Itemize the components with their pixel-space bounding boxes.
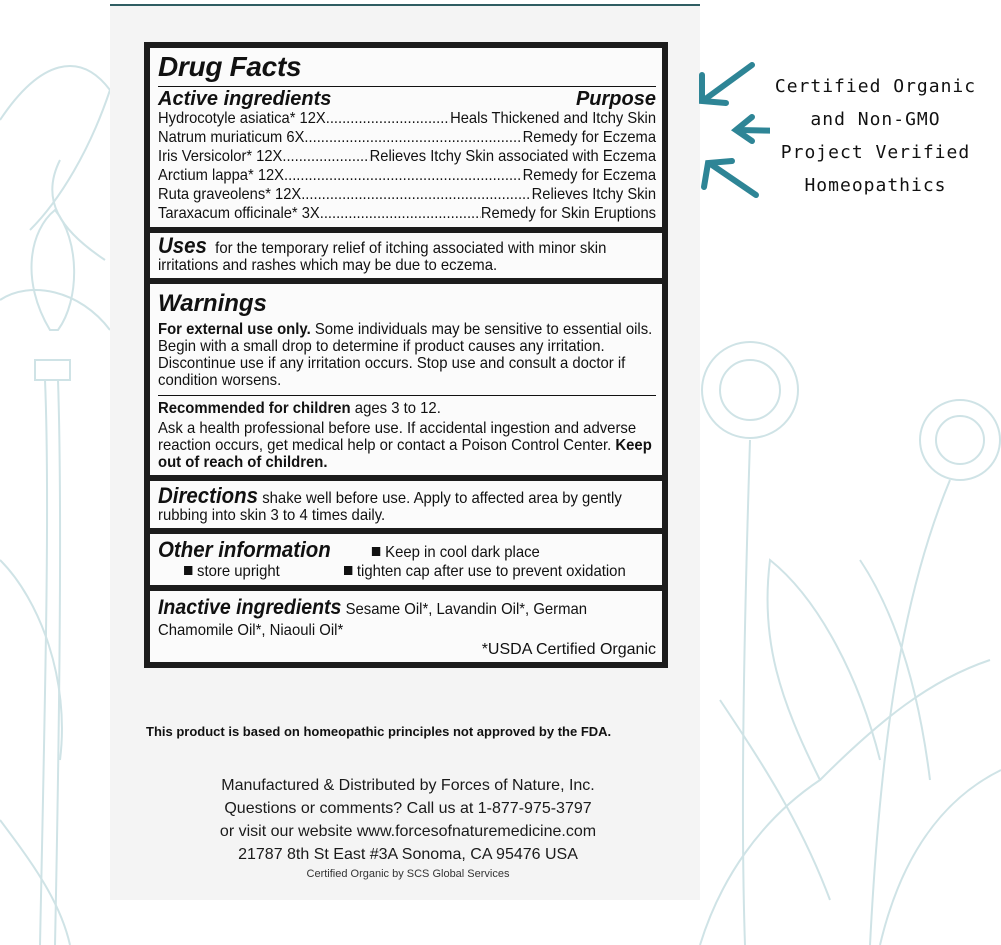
inactive-ingredients-heading: Inactive ingredients (158, 596, 342, 619)
children-text: ages 3 to 12. (354, 400, 441, 417)
divider (158, 86, 656, 87)
callout-line: Homeopathics (804, 175, 947, 196)
fda-disclaimer: This product is based on homeopathic principles not approved by the FDA. (146, 724, 612, 739)
callout-line: and Non-GMO (810, 109, 941, 130)
manufacturer-line: Manufactured & Distributed by Forces of Nature, Inc. (221, 777, 595, 794)
website-line: or visit our website www.forcesofnaturemedicine.com (219, 823, 597, 840)
bullet-square-icon (344, 566, 352, 575)
ingredient-row: Natrum muriaticum 6X ..... Remedy for Eczema (158, 128, 656, 147)
other-info-item: store upright (197, 563, 280, 580)
active-ingredients-heading: Active ingredients (158, 88, 332, 110)
product-label-card (110, 4, 700, 900)
purpose-heading: Purpose (575, 88, 656, 110)
external-use-warning: For external use only. (158, 321, 311, 338)
drug-facts-panel (144, 42, 668, 668)
uses-text: for the temporary relief of itching associated with minor skin irritations and rashes which may be due to eczema. (158, 240, 607, 274)
divider (158, 395, 656, 396)
other-info-item: Keep in cool dark place (385, 544, 540, 561)
directions-text: shake well before use. Apply to affected area by gently rubbing into skin 3 to 4 times daily. (158, 490, 622, 524)
ingredient-row: Taraxacum officinale* 3X ..... Remedy for Skin Eruptions (158, 204, 656, 223)
uses-heading: Uses (158, 233, 207, 258)
callout-line: Project Verified (780, 142, 971, 163)
ingredient-row: Iris Versicolor* 12X ..... Relieves Itchy Skin associated with Eczema (158, 147, 656, 166)
inactive-ingredients-text: Sesame Oil*, Lavandin Oil*, German Chamomile Oil*, Niaouli Oil* (158, 601, 588, 639)
bullet-square-icon (184, 566, 192, 575)
drug-facts-title: Drug Facts (158, 51, 302, 82)
ask-professional-text: Ask a health professional before use. If accidental ingestion and adverse reaction occurs, get medical help or contact a Poison Control Center. (158, 420, 637, 454)
bullet-square-icon (372, 547, 380, 556)
usda-footnote: *USDA Certified Organic (481, 641, 656, 658)
other-information-section (150, 534, 662, 585)
contact-phone-line: Questions or comments? Call us at 1-877-975-3797 (224, 800, 592, 817)
external-use-text: Some individuals may be sensitive to essential oils. Begin with a small drop to determine if product causes any irritation. Discontinue use if any irritation occurs. Stop use and consult a doctor if condition worsens. (158, 321, 653, 389)
keep-out-of-reach-warning: Keep out of reach of children. (158, 437, 652, 471)
directions-heading: Directions (158, 483, 259, 508)
other-info-item: tighten cap after use to prevent oxidation (356, 563, 626, 580)
address-line: 21787 8th St East #3A Sonoma, CA 95476 USA (238, 846, 578, 863)
certifier-line: Certified Organic by SCS Global Services (306, 868, 510, 880)
manufacturer-info (110, 774, 706, 882)
warnings-section (150, 284, 662, 475)
certification-callout (750, 70, 1001, 202)
ingredient-row: Arctium lappa* 12X ..... Remedy for Eczema (158, 166, 656, 185)
uses-section (150, 233, 662, 278)
children-heading: Recommended for children (158, 400, 351, 417)
active-ingredients-section (150, 48, 662, 227)
ingredient-row: Ruta graveolens* 12X ..... Relieves Itchy Skin (158, 185, 656, 204)
warnings-heading: Warnings (158, 290, 267, 317)
ingredient-row: Hydrocotyle asiatica* 12X ..... Heals Thickened and Itchy Skin (158, 109, 656, 128)
other-information-heading: Other information (158, 537, 331, 562)
directions-section (150, 481, 662, 528)
callout-line: Certified Organic (774, 76, 977, 97)
inactive-ingredients-section (150, 591, 662, 662)
